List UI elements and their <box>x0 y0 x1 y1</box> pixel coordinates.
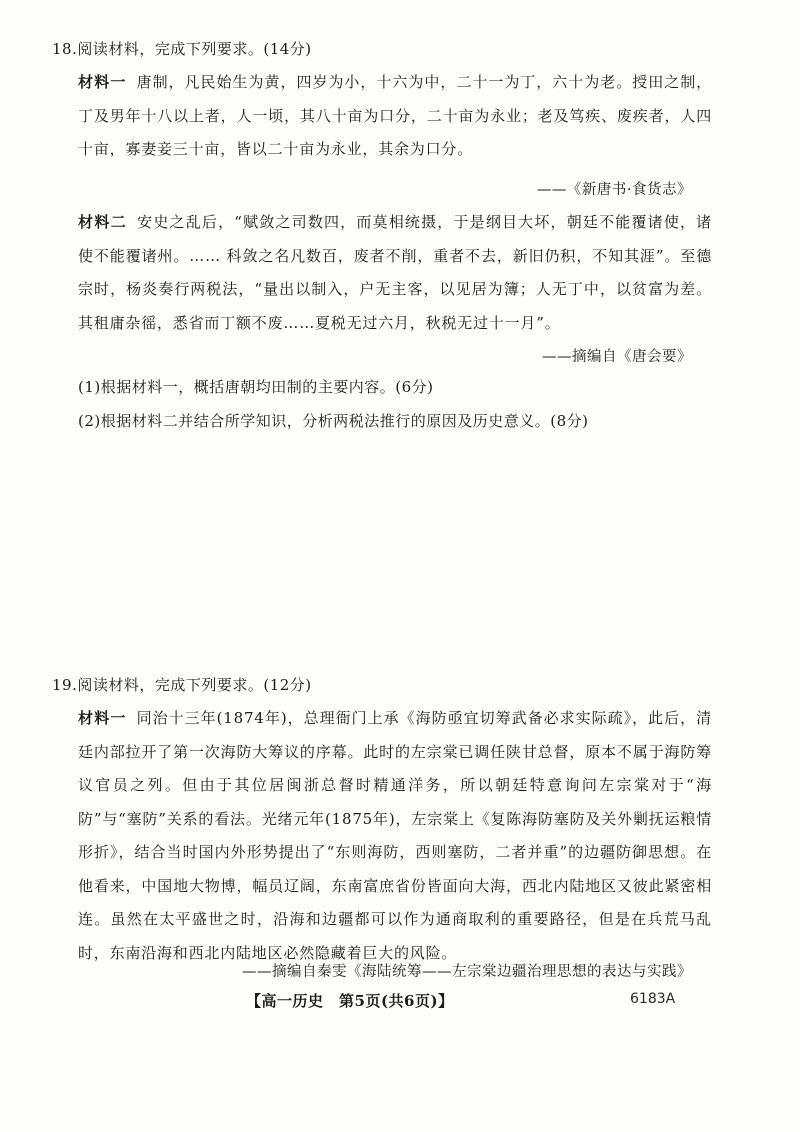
q19-material-1-source: ——摘编自秦雯《海陆统筹——左宗棠边疆治理思想的表达与实践》 <box>242 964 692 980</box>
q18-material-2-source: ——摘编自《唐会要》 <box>542 349 692 365</box>
q18-title: 18.阅读材料，完成下列要求。(14分) <box>52 40 312 58</box>
q18-material-1-label: 材料一 <box>78 73 127 91</box>
q18-ask-2: (2)根据材料二并结合所学知识，分析两税法推行的原因及历史意义。(8分) <box>78 412 589 430</box>
q18-material-1-text: 唐制，凡民始生为黄，四岁为小，十六为中，二十一为丁，六十为老。授田之制，丁及男年十八以上者，人一顷，其八十亩为口分，二十亩为永业；老及笃疾、废疾者，人四十亩，寡妻妾三十亩，皆以二十亩为永业，其余为口分。 <box>78 73 712 158</box>
q19-title: 19.阅读材料，完成下列要求。(12分) <box>52 676 312 694</box>
q19-material-1 <box>78 702 712 970</box>
q19-material-1-label: 材料一 <box>78 709 127 727</box>
q18-material-1-source: ——《新唐书·食货志》 <box>536 182 692 198</box>
q18-material-2-label: 材料二 <box>78 213 128 231</box>
q18-material-1 <box>78 66 712 167</box>
page-footer: 【高一历史 第5页(共6页)】 <box>246 992 454 1010</box>
paper-code: 6183A <box>630 991 676 1007</box>
q19-material-1-text: 同治十三年(1874年)，总理衙门上承《海防亟宜切筹武备必求实际疏》，此后，清廷内部拉开了第一次海防大筹议的序幕。此时的左宗棠已调任陕甘总督，原本不属于海防筹议官员之列。但由于其位居闽浙总督时精通洋务，所以朝廷特意询问左宗棠对于“海防”与“塞防”关系的看法。光绪元年(1875年)，左宗棠上《复陈海防塞防及关外剿抚运粮情形折》，结合当时国内外形势提出了“东则海防，西则塞防，二者并重”的边疆防御思想。在他看来，中国地大物博，幅员辽阔，东南富庶省份皆面向大海，西北内陆地区又彼此紧密相连。虽然在太平盛世之时，沿海和边疆都可以作为通商取利的重要路径，但是在兵荒马乱时，东南沿海和西北内陆地区必然隐藏着巨大的风险。 <box>78 709 712 962</box>
q18-ask-1: (1)根据材料一，概括唐朝均田制的主要内容。(6分) <box>78 378 434 396</box>
q18-material-2-text: 安史之乱后，“赋敛之司数四，而莫相统摄，于是纲目大坏，朝廷不能覆诸使，诸使不能覆诸州。…… 科敛之名凡数百，废者不削，重者不去，新旧仍积，不知其涯”。至德宗时，杨炎奏行两税法，“量出以制入，户无主客，以见居为簿；人无丁中，以贫富为差。其租庸杂徭，悉省而丁额不废……夏税无过六月，秋税无过十一月”。 <box>78 213 712 332</box>
q18-material-2 <box>78 206 712 340</box>
